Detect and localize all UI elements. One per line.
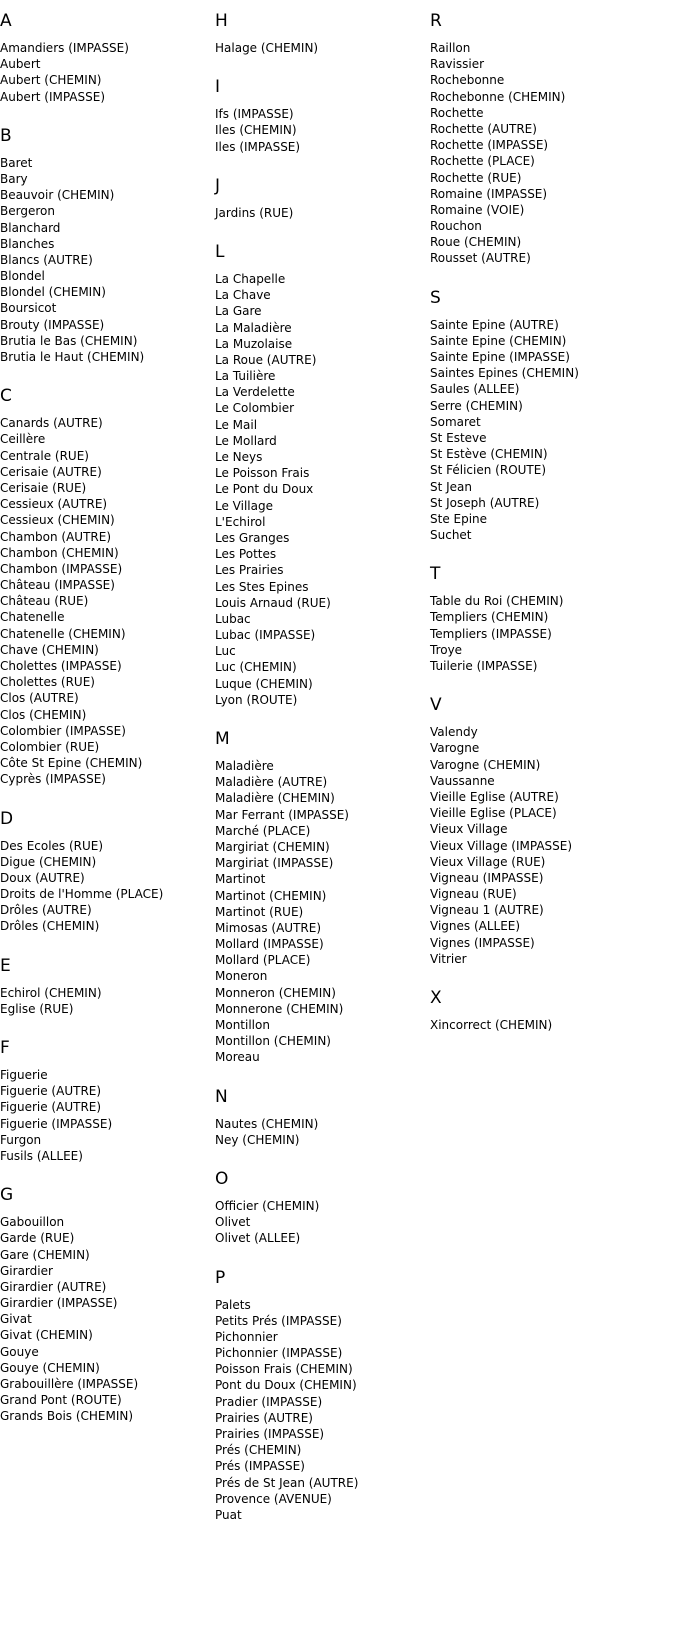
street-link[interactable]: Girardier (AUTRE) <box>0 1279 107 1294</box>
street-link[interactable]: Marché (PLACE) <box>215 823 311 838</box>
street-link[interactable]: Chatenelle (CHEMIN) <box>0 626 126 641</box>
street-list <box>215 1297 430 1524</box>
street-link[interactable]: Vigneau (RUE) <box>430 887 517 902</box>
street-link[interactable]: Aubert <box>0 57 41 72</box>
street-link[interactable]: Lubac (IMPASSE) <box>215 628 316 643</box>
street-link[interactable]: Amandiers (IMPASSE) <box>0 41 129 55</box>
street-link[interactable]: La Verdelette <box>215 385 295 400</box>
street-link[interactable]: Vieille Eglise (AUTRE) <box>430 789 559 804</box>
street-link[interactable]: Vieux Village (IMPASSE) <box>430 838 573 853</box>
street-link[interactable]: Roue (CHEMIN) <box>430 235 522 250</box>
street-link[interactable]: Figuerie (AUTRE) <box>0 1100 102 1115</box>
street-link[interactable]: Chave (CHEMIN) <box>0 642 99 657</box>
street-link[interactable]: Margiriat (IMPASSE) <box>215 856 334 871</box>
section-b <box>0 126 215 365</box>
street-link[interactable]: Bary <box>0 171 28 186</box>
street-link[interactable]: Aubert (CHEMIN) <box>0 73 102 88</box>
section-letter-heading: O <box>215 1168 229 1189</box>
street-list <box>215 40 430 56</box>
street-list <box>0 415 215 787</box>
street-link[interactable]: Valendy <box>430 725 478 740</box>
street-link[interactable]: Cessieux (AUTRE) <box>0 497 108 512</box>
street-link[interactable]: Boursicot <box>0 301 57 316</box>
street-list <box>215 1198 430 1247</box>
street-link[interactable]: Echirol (CHEMIN) <box>0 985 102 1000</box>
street-link[interactable]: Gouye (CHEMIN) <box>0 1360 100 1375</box>
street-link[interactable]: Rochette <box>430 105 484 120</box>
street-link[interactable]: Suchet <box>430 528 472 543</box>
street-link[interactable]: Blanches <box>0 236 55 251</box>
street-link[interactable]: Clos (CHEMIN) <box>0 707 87 722</box>
street-link[interactable]: Vignes (ALLEE) <box>430 919 521 934</box>
street-link[interactable]: Gare (CHEMIN) <box>0 1247 90 1262</box>
section-v <box>430 695 670 967</box>
street-link[interactable]: Girardier <box>0 1263 53 1278</box>
street-link[interactable]: Cyprès (IMPASSE) <box>0 772 106 787</box>
section-letter-heading: V <box>430 695 442 716</box>
street-link[interactable]: Raillon <box>430 41 471 55</box>
street-link[interactable]: Vitrier <box>430 951 467 966</box>
street-link[interactable]: Girardier (IMPASSE) <box>0 1296 118 1311</box>
street-link[interactable]: Cholettes (IMPASSE) <box>0 659 122 673</box>
street-link[interactable]: Mimosas (AUTRE) <box>215 920 321 935</box>
street-link[interactable]: Eglise (RUE) <box>0 1001 74 1016</box>
street-link[interactable]: Prairies (IMPASSE) <box>215 1427 325 1441</box>
section-letter-heading: R <box>430 11 442 31</box>
street-link[interactable]: Martinot (RUE) <box>215 904 304 919</box>
street-link[interactable]: Sainte Epine (AUTRE) <box>430 317 559 332</box>
street-link[interactable]: Vieux Village (RUE) <box>430 854 546 869</box>
section-r <box>430 11 670 267</box>
street-link[interactable]: La Muzolaise <box>215 336 293 351</box>
street-link[interactable]: St Esteve <box>430 430 487 445</box>
section-letter-heading: D <box>0 808 14 829</box>
street-link[interactable]: Moreau <box>215 1050 260 1065</box>
street-link[interactable]: Colombier (RUE) <box>0 739 100 754</box>
section-j <box>215 176 430 221</box>
street-list <box>430 317 670 544</box>
section-letter-heading: E <box>0 955 11 976</box>
street-link[interactable]: Grands Bois (CHEMIN) <box>0 1409 134 1424</box>
street-link[interactable]: Luc <box>215 644 236 659</box>
section-l <box>215 242 430 708</box>
street-link[interactable]: Rochebonne <box>430 73 505 88</box>
section-t <box>430 564 670 674</box>
street-link[interactable]: Chambon (IMPASSE) <box>0 561 123 576</box>
section-letter-heading: I <box>215 77 221 98</box>
street-link[interactable]: Les Stes Epines <box>215 579 309 594</box>
street-link[interactable]: Doux (AUTRE) <box>0 870 85 885</box>
street-list <box>215 1116 430 1148</box>
street-link[interactable]: Rochette (AUTRE) <box>430 121 537 136</box>
street-link[interactable]: Blanchard <box>0 220 61 235</box>
street-link[interactable]: Prairies (AUTRE) <box>215 1410 313 1425</box>
street-link[interactable]: Brutia le Bas (CHEMIN) <box>0 333 138 348</box>
street-list <box>215 205 430 221</box>
street-link[interactable]: Mar Ferrant (IMPASSE) <box>215 807 349 822</box>
street-link[interactable]: La Chapelle <box>215 271 286 286</box>
street-link[interactable]: Iles (CHEMIN) <box>215 123 297 138</box>
street-link[interactable]: Cholettes (RUE) <box>0 675 95 690</box>
street-link[interactable]: Lyon (ROUTE) <box>215 692 298 707</box>
street-list <box>0 1067 215 1164</box>
section-letter-heading: X <box>430 988 442 1008</box>
street-link[interactable]: Le Pont du Doux <box>215 482 314 497</box>
section-h <box>215 11 430 56</box>
street-link[interactable]: Serre (CHEMIN) <box>430 398 523 413</box>
street-link[interactable]: Ney (CHEMIN) <box>215 1132 300 1147</box>
street-link[interactable]: Rochette (IMPASSE) <box>430 138 549 153</box>
street-link[interactable]: Halage (CHEMIN) <box>215 41 319 55</box>
street-link[interactable]: Mollard (PLACE) <box>215 953 311 968</box>
street-link[interactable]: Martinot (CHEMIN) <box>215 888 327 903</box>
street-link[interactable]: Bergeron <box>0 204 55 219</box>
street-link[interactable]: Digue (CHEMIN) <box>0 854 97 869</box>
section-d <box>0 809 215 935</box>
street-link[interactable]: Maladière (AUTRE) <box>215 775 328 790</box>
street-link[interactable]: Gabouillon <box>0 1215 65 1230</box>
street-link[interactable]: Palets <box>215 1297 251 1312</box>
street-link[interactable]: Droits de l'Homme (PLACE) <box>0 887 164 902</box>
street-link[interactable]: Saules (ALLEE) <box>430 382 520 397</box>
street-link[interactable]: Margiriat (CHEMIN) <box>215 839 330 854</box>
street-link[interactable]: Les Pottes <box>215 547 277 562</box>
street-link[interactable]: La Tuilière <box>215 369 276 384</box>
street-link[interactable]: Aubert (IMPASSE) <box>0 89 106 104</box>
street-list <box>215 271 430 708</box>
street-link[interactable]: Chambon (AUTRE) <box>0 529 112 544</box>
section-letter-heading: S <box>430 287 441 308</box>
street-link[interactable]: Fusils (ALLEE) <box>0 1148 83 1163</box>
street-link[interactable]: Ste Epine <box>430 511 488 526</box>
street-link[interactable]: Centrale (RUE) <box>0 448 89 463</box>
street-link[interactable]: Ifs (IMPASSE) <box>215 107 294 122</box>
street-link[interactable]: Luque (CHEMIN) <box>215 676 313 691</box>
street-link[interactable]: Maladière <box>215 759 274 773</box>
street-list <box>0 1214 215 1424</box>
street-list <box>430 40 670 267</box>
section-g <box>0 1185 215 1424</box>
street-link[interactable]: Le Mollard <box>215 433 277 448</box>
section-letter-heading: T <box>430 564 441 585</box>
street-link[interactable]: Garde (RUE) <box>0 1231 75 1246</box>
street-link[interactable]: Colombier (IMPASSE) <box>0 723 126 738</box>
section-n <box>215 1087 430 1148</box>
street-link[interactable]: Drôles (CHEMIN) <box>0 919 100 934</box>
street-link[interactable]: Cessieux (CHEMIN) <box>0 513 115 528</box>
street-link[interactable]: Givat (CHEMIN) <box>0 1328 93 1343</box>
section-letter-heading: C <box>0 386 12 407</box>
column-3 <box>430 0 670 1054</box>
street-link[interactable]: Brutia le Haut (CHEMIN) <box>0 350 145 364</box>
street-link[interactable]: Le Poisson Frais <box>215 466 310 481</box>
street-link[interactable]: Varogne (CHEMIN) <box>430 757 541 772</box>
street-link[interactable]: Pichonnier <box>215 1329 278 1344</box>
street-link[interactable]: Tuilerie (IMPASSE) <box>430 659 538 673</box>
street-link[interactable]: Jardins (RUE) <box>215 205 294 220</box>
street-link[interactable]: La Chave <box>215 288 271 303</box>
section-e <box>0 956 215 1017</box>
street-link[interactable]: Maladière (CHEMIN) <box>215 791 335 806</box>
street-link[interactable]: Drôles (AUTRE) <box>0 903 92 918</box>
street-link[interactable]: Blondel <box>0 269 45 284</box>
street-link[interactable]: Troye <box>430 642 463 657</box>
street-link[interactable]: Rochette (PLACE) <box>430 154 535 169</box>
street-link[interactable]: Vieux Village <box>430 822 508 837</box>
street-link[interactable]: Saintes Epines (CHEMIN) <box>430 366 579 381</box>
section-letter-heading: J <box>215 175 221 196</box>
street-link[interactable]: Côte St Epine (CHEMIN) <box>0 756 143 771</box>
street-link[interactable]: Rochette (RUE) <box>430 170 522 185</box>
street-list <box>0 40 215 105</box>
street-link[interactable]: Furgon <box>0 1132 42 1147</box>
street-link[interactable]: Romaine (VOIE) <box>430 202 525 217</box>
street-link[interactable]: Le Colombier <box>215 401 295 416</box>
street-link[interactable]: Cerisaie (RUE) <box>0 480 87 495</box>
street-link[interactable]: Ceillère <box>0 432 46 447</box>
street-link[interactable]: Pichonnier (IMPASSE) <box>215 1346 343 1361</box>
street-link[interactable]: Olivet <box>215 1215 251 1230</box>
street-link[interactable]: Vieille Eglise (PLACE) <box>430 806 557 821</box>
street-link[interactable]: Templiers (IMPASSE) <box>430 626 552 641</box>
column-1 <box>0 0 215 1446</box>
street-link[interactable]: Beauvoir (CHEMIN) <box>0 188 115 203</box>
street-list <box>430 724 670 967</box>
section-s <box>430 288 670 544</box>
street-link[interactable]: Prés de St Jean (AUTRE) <box>215 1475 359 1490</box>
street-link[interactable]: Grand Pont (ROUTE) <box>0 1393 122 1408</box>
street-link[interactable]: Les Granges <box>215 530 290 545</box>
street-link[interactable]: Chatenelle <box>0 610 65 625</box>
street-link[interactable]: Vigneau (IMPASSE) <box>430 870 544 885</box>
street-link[interactable]: Sainte Epine (CHEMIN) <box>430 333 567 348</box>
section-letter-heading: B <box>0 125 12 146</box>
street-link[interactable]: Grabouillère (IMPASSE) <box>0 1377 139 1391</box>
street-link[interactable]: Provence (AVENUE) <box>215 1491 332 1506</box>
street-link[interactable]: Templiers (CHEMIN) <box>430 610 549 625</box>
street-link[interactable]: Louis Arnaud (RUE) <box>215 595 331 610</box>
street-link[interactable]: La Gare <box>215 304 262 319</box>
street-link[interactable]: Baret <box>0 155 33 170</box>
street-link[interactable]: Château (IMPASSE) <box>0 578 115 593</box>
street-link[interactable]: Pont du Doux (CHEMIN) <box>215 1378 357 1393</box>
section-letter-heading: L <box>215 241 225 262</box>
street-link[interactable]: Cerisaie (AUTRE) <box>0 464 102 479</box>
street-link[interactable]: Chambon (CHEMIN) <box>0 545 119 560</box>
street-list <box>0 838 215 935</box>
street-link[interactable]: Blondel (CHEMIN) <box>0 285 106 300</box>
section-letter-heading: A <box>0 11 12 31</box>
street-list <box>430 1017 670 1033</box>
section-letter-heading: H <box>215 11 228 31</box>
section-letter-heading: G <box>0 1185 14 1206</box>
section-letter-heading: M <box>215 729 230 749</box>
section-letter-heading: P <box>215 1267 226 1288</box>
street-link[interactable]: Givat <box>0 1312 32 1327</box>
street-link[interactable]: Nautes (CHEMIN) <box>215 1116 319 1131</box>
street-link[interactable]: Prés (CHEMIN) <box>215 1443 302 1458</box>
street-link[interactable]: Montillon <box>215 1018 270 1032</box>
section-c <box>0 386 215 787</box>
street-link[interactable]: Le Village <box>215 498 273 513</box>
section-x <box>430 988 670 1033</box>
street-link[interactable]: Petits Prés (IMPASSE) <box>215 1313 342 1328</box>
street-link[interactable]: Figuerie (IMPASSE) <box>0 1116 113 1131</box>
street-link[interactable]: L'Echirol <box>215 514 266 529</box>
street-link[interactable]: Ravissier <box>430 57 485 72</box>
street-link[interactable]: Martinot <box>215 872 266 887</box>
street-link[interactable]: Blancs (AUTRE) <box>0 252 93 267</box>
street-link[interactable]: Canards (AUTRE) <box>0 416 103 431</box>
street-link[interactable]: Romaine (IMPASSE) <box>430 186 548 201</box>
street-link[interactable]: Puat <box>215 1507 242 1522</box>
street-link[interactable]: Des Ecoles (RUE) <box>0 838 104 853</box>
street-link[interactable]: Poisson Frais (CHEMIN) <box>215 1362 353 1377</box>
street-link[interactable]: Luc (CHEMIN) <box>215 660 297 675</box>
street-link[interactable]: Monnerone (CHEMIN) <box>215 1001 344 1016</box>
section-p <box>215 1268 430 1524</box>
street-link[interactable]: Sainte Epine (IMPASSE) <box>430 350 570 364</box>
street-list <box>430 593 670 674</box>
street-link[interactable]: Rochebonne (CHEMIN) <box>430 89 566 104</box>
section-a <box>0 11 215 105</box>
street-link[interactable]: St Jean <box>430 479 473 494</box>
street-link[interactable]: St Estève (CHEMIN) <box>430 447 548 462</box>
street-link[interactable]: St Félicien (ROUTE) <box>430 463 547 478</box>
street-link[interactable]: Les Prairies <box>215 563 284 578</box>
street-link[interactable]: Château (RUE) <box>0 594 89 609</box>
section-f <box>0 1038 215 1164</box>
section-i <box>215 77 430 155</box>
street-link[interactable]: St Joseph (AUTRE) <box>430 495 540 510</box>
street-link[interactable]: Officier (CHEMIN) <box>215 1198 320 1213</box>
street-link[interactable]: La Maladière <box>215 320 292 335</box>
street-link[interactable]: Vignes (IMPASSE) <box>430 935 535 950</box>
street-link[interactable]: Lubac <box>215 611 251 626</box>
street-link[interactable]: Varogne <box>430 741 480 756</box>
street-link[interactable]: Table du Roi (CHEMIN) <box>430 594 564 609</box>
street-link[interactable]: Rouchon <box>430 219 482 234</box>
street-list <box>215 106 430 155</box>
street-link[interactable]: Prés (IMPASSE) <box>215 1459 305 1474</box>
column-2 <box>215 0 430 1544</box>
street-link[interactable]: Le Neys <box>215 450 263 464</box>
street-list <box>215 758 430 1066</box>
street-link[interactable]: Vaussanne <box>430 773 495 788</box>
street-link[interactable]: Clos (AUTRE) <box>0 691 79 706</box>
street-link[interactable]: Moneron <box>215 969 268 984</box>
section-letter-heading: F <box>0 1038 10 1058</box>
street-link[interactable]: Gouye <box>0 1344 39 1359</box>
street-link[interactable]: Olivet (ALLEE) <box>215 1231 301 1246</box>
street-link[interactable]: Brouty (IMPASSE) <box>0 317 105 332</box>
street-link[interactable]: Figuerie (AUTRE) <box>0 1084 102 1099</box>
street-list <box>0 985 215 1017</box>
street-link[interactable]: Pradier (IMPASSE) <box>215 1394 323 1409</box>
street-link[interactable]: La Roue (AUTRE) <box>215 352 317 367</box>
street-link[interactable]: Somaret <box>430 414 481 429</box>
street-link[interactable]: Xincorrect (CHEMIN) <box>430 1018 553 1032</box>
street-link[interactable]: Le Mail <box>215 417 258 432</box>
street-link[interactable]: Montillon (CHEMIN) <box>215 1034 331 1049</box>
street-link[interactable]: Monneron (CHEMIN) <box>215 985 336 1000</box>
street-list <box>0 155 215 365</box>
street-link[interactable]: Vigneau 1 (AUTRE) <box>430 903 544 918</box>
street-link[interactable]: Figuerie <box>0 1068 48 1082</box>
section-letter-heading: N <box>215 1086 228 1107</box>
street-link[interactable]: Rousset (AUTRE) <box>430 251 531 266</box>
street-link[interactable]: Iles (IMPASSE) <box>215 139 301 154</box>
section-m <box>215 729 430 1066</box>
section-o <box>215 1169 430 1247</box>
street-link[interactable]: Mollard (IMPASSE) <box>215 937 324 952</box>
